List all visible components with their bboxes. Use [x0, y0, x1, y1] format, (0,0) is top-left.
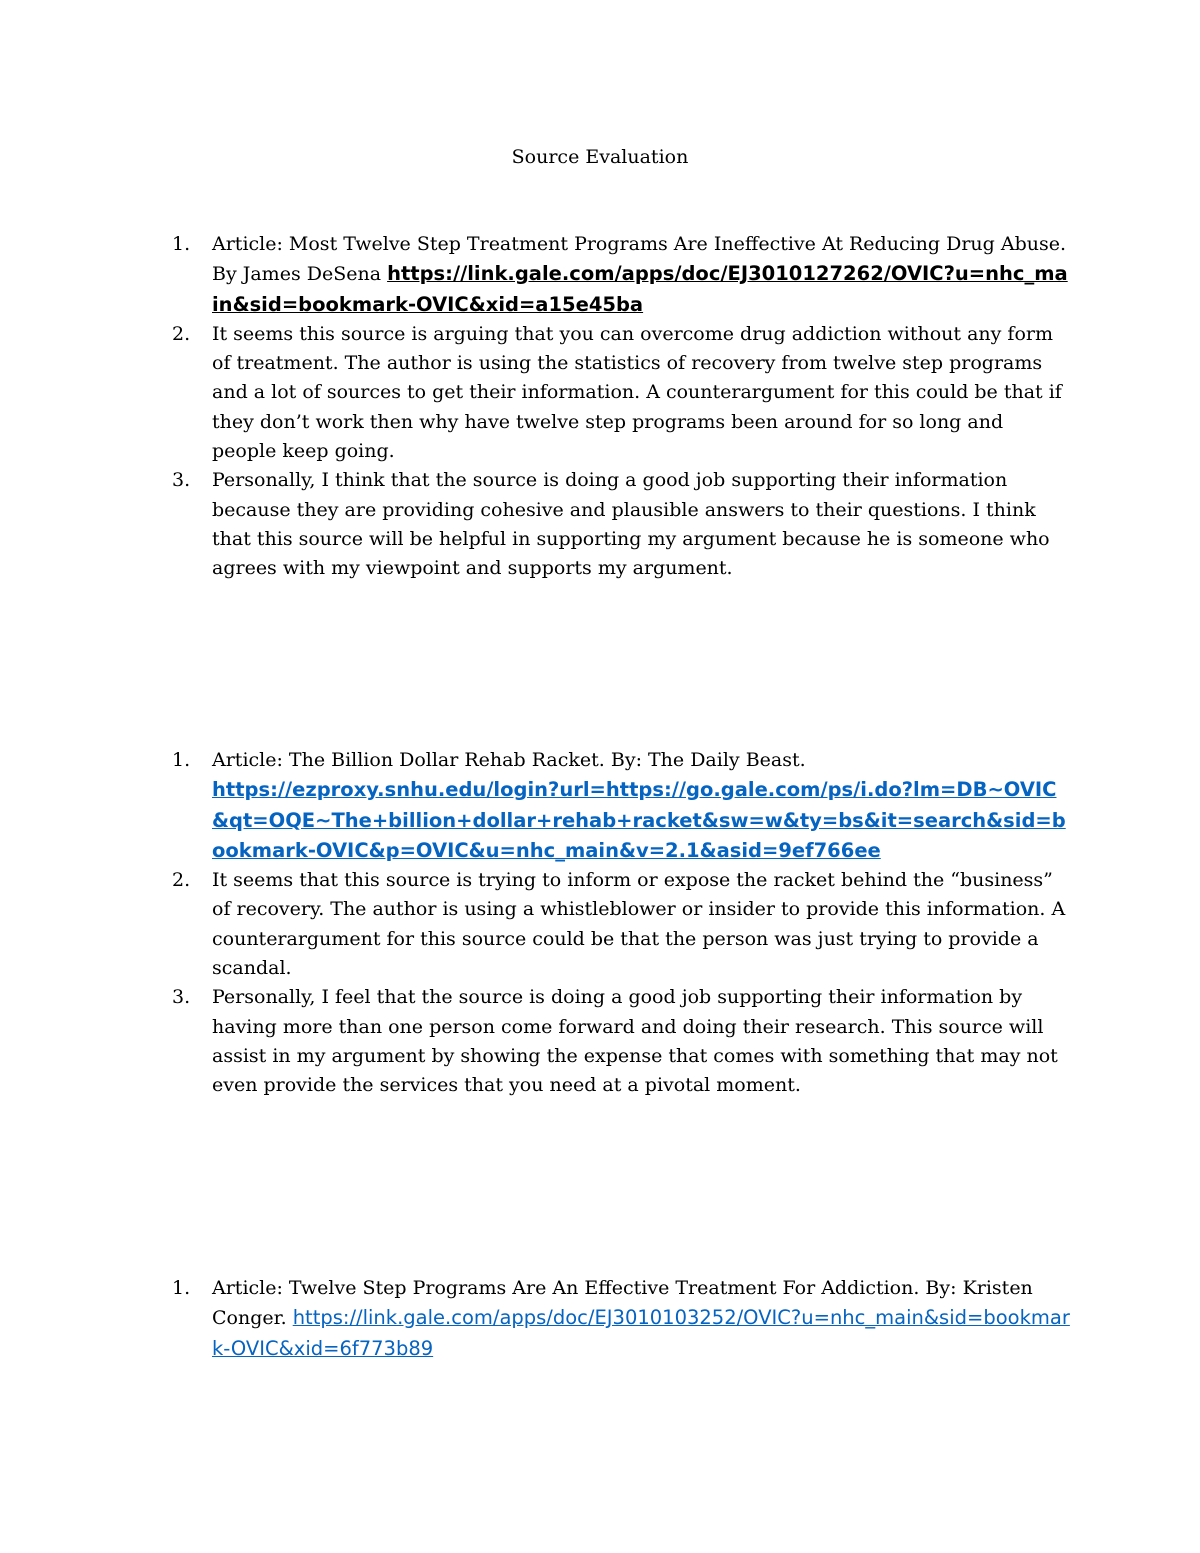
source-link[interactable]: https://link.gale.com/apps/doc/EJ3010103252/OVIC?u=nhc_main&sid=bookmark-OVIC&xid=6f773b89	[212, 1306, 1070, 1360]
item-text: It seems that this source is trying to inform or expose the racket behind the “business” of recovery. The author is using a whistleblower or insider to provide this information. A counterargument for this source could be that the person was just trying to provide a scandal.	[212, 869, 1066, 980]
source-section-1	[172, 230, 1072, 584]
list-item	[172, 230, 1072, 320]
list-number: 2.	[172, 869, 191, 892]
list-item	[172, 866, 1072, 983]
source-section-3	[172, 1274, 1072, 1364]
list-number: 1.	[172, 749, 191, 771]
list-number: 2.	[172, 322, 191, 345]
item-text: Personally, I feel that the source is doing a good job supporting their information by having more than one person come forward and doing their research. This source will assist in my argument by showing the expense that comes with something that may not even provide the services that you need at a pivotal moment.	[212, 986, 1058, 1097]
item-text: Article: Twelve Step Programs Are An Effective Treatment For Addiction. By: Kristen Conger.	[212, 1277, 1033, 1330]
list-item	[172, 1274, 1072, 1364]
list-number: 1.	[172, 1277, 191, 1299]
list-number: 1.	[172, 233, 191, 255]
source-link[interactable]: https://link.gale.com/apps/doc/EJ3010127262/OVIC?u=nhc_main&sid=bookmark-OVIC&xid=a15e45ba	[212, 262, 1068, 316]
list-number: 3.	[172, 469, 191, 492]
item-text: Article: Most Twelve Step Treatment Programs Are Ineffective At Reducing Drug Abuse. By James DeSena	[212, 233, 1067, 286]
source-section-2	[172, 746, 1072, 1101]
source-link[interactable]: https://ezproxy.snhu.edu/login?url=https://go.gale.com/ps/i.do?lm=DB~OVIC&qt=OQE~The+billion+dollar+rehab+racket&sw=w&ty=bs&it=search&sid=bookmark-OVIC&p=OVIC&u=nhc_main&v=2.1&asid=9ef766ee	[212, 778, 1066, 862]
item-text: Personally, I think that the source is doing a good job supporting their information because they are providing cohesive and plausible answers to their questions. I think that this source will be helpful in supporting my argument because he is someone who agrees with my viewpoint and supports my argument.	[212, 469, 1050, 580]
list-item	[172, 746, 1072, 866]
list-item	[172, 466, 1072, 583]
item-text: Article: The Billion Dollar Rehab Racket. By: The Daily Beast.	[212, 749, 806, 771]
item-text: It seems this source is arguing that you can overcome drug addiction without any form of treatment. The author is using the statistics of recovery from twelve step programs and a lot of sources to get their information. A counterargument for this could be that if they don’t work then why have twelve step programs been around for so long and people keep going.	[212, 322, 1062, 463]
list-number: 3.	[172, 986, 191, 1009]
document-title: Source Evaluation	[511, 146, 689, 168]
list-item	[172, 320, 1072, 466]
list-item	[172, 983, 1072, 1100]
